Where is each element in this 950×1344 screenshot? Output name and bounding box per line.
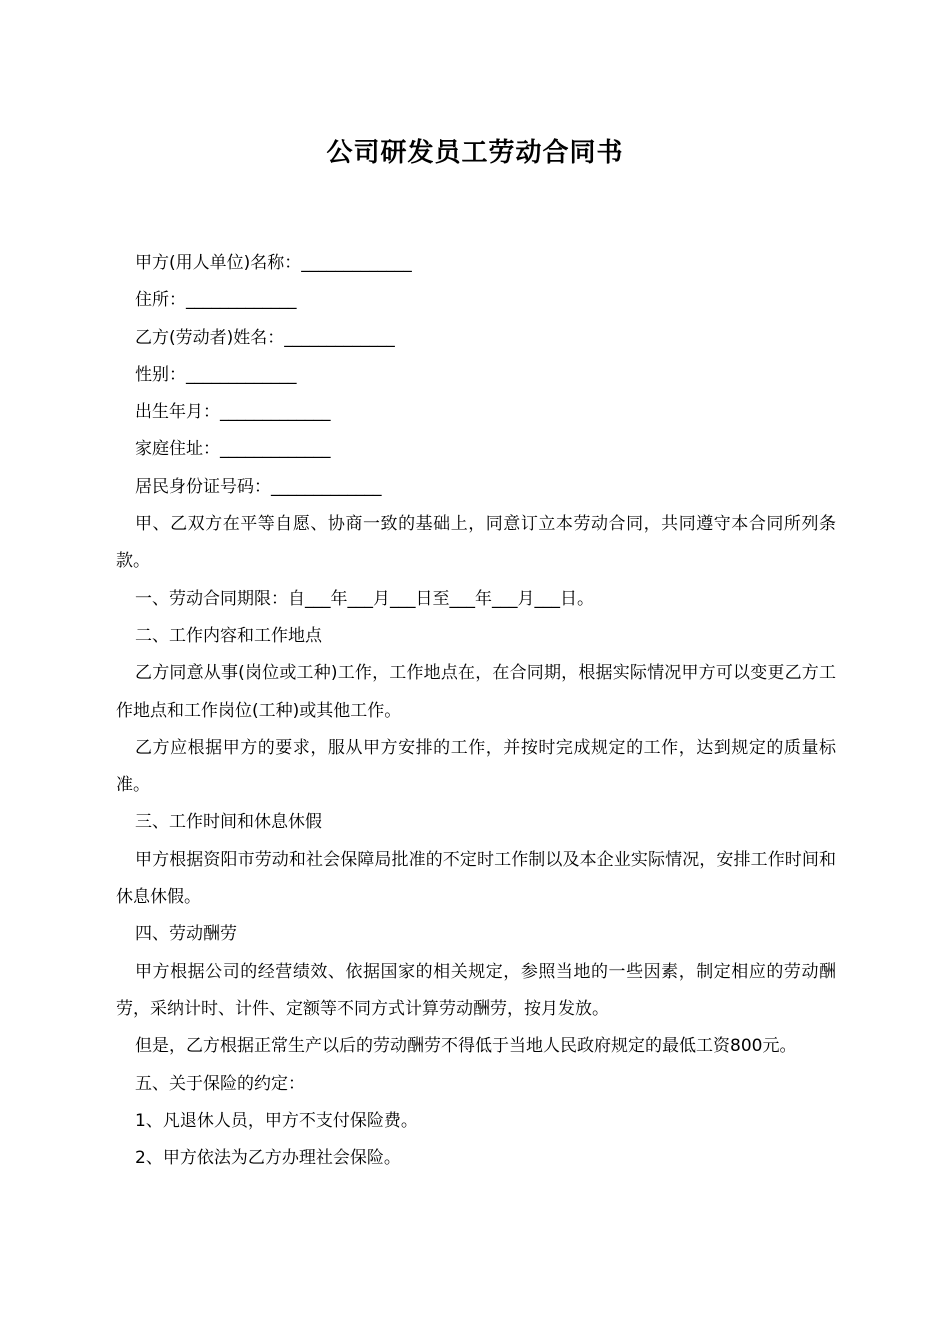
document-body <box>116 245 836 1177</box>
section-insurance-item-1: 1、凡退休人员，甲方不支付保险费。 <box>135 1110 418 1131</box>
field-home-address: 家庭住址：_____________ <box>135 439 331 460</box>
field-employee-name: 乙方(劳动者)姓名：_____________ <box>135 327 395 348</box>
section-work-time-paragraph: 甲方根据资阳市劳动和社会保障局批准的不定时工作制以及本企业实际情况，安排工作时间和休息休假。 <box>116 849 836 908</box>
section-contract-term: 一、劳动合同期限：自___年___月___日至___年___月___日。 <box>135 588 594 609</box>
section-remuneration-heading: 四、劳动酬劳 <box>135 924 237 945</box>
field-id-number: 居民身份证号码：_____________ <box>135 476 382 497</box>
section-remuneration-paragraph-2: 但是，乙方根据正常生产以后的劳动酬劳不得低于当地人民政府规定的最低工资800元。 <box>135 1036 797 1057</box>
field-employer-name: 甲方(用人单位)名称：_____________ <box>135 253 412 273</box>
section-insurance-item-2: 2、甲方依法为乙方办理社会保险。 <box>135 1148 401 1169</box>
section-work-content-paragraph-1: 乙方同意从事(岗位或工种)工作，工作地点在，在合同期，根据实际情况甲方可以变更乙方工作地点和工作岗位(工种)或其他工作。 <box>116 663 836 721</box>
field-address: 住所：_____________ <box>135 290 297 311</box>
section-work-content-heading: 二、工作内容和工作地点 <box>135 625 322 646</box>
section-insurance-heading: 五、关于保险的约定： <box>135 1073 305 1094</box>
field-birth-date: 出生年月：_____________ <box>135 402 331 423</box>
field-gender: 性别：_____________ <box>135 364 297 385</box>
document-title: 公司研发员工劳动合同书 <box>326 138 624 168</box>
section-work-time-heading: 三、工作时间和休息休假 <box>135 812 322 833</box>
section-remuneration-paragraph-1: 甲方根据公司的经营绩效、依据国家的相关规定，参照当地的一些因素，制定相应的劳动酬劳，采纳计时、计件、定额等不同方式计算劳动酬劳，按月发放。 <box>116 961 836 1019</box>
intro-paragraph: 甲、乙双方在平等自愿、协商一致的基础上，同意订立本劳动合同，共同遵守本合同所列条款。 <box>116 514 836 572</box>
section-work-content-paragraph-2: 乙方应根据甲方的要求，服从甲方安排的工作，并按时完成规定的工作，达到规定的质量标准。 <box>116 737 836 796</box>
